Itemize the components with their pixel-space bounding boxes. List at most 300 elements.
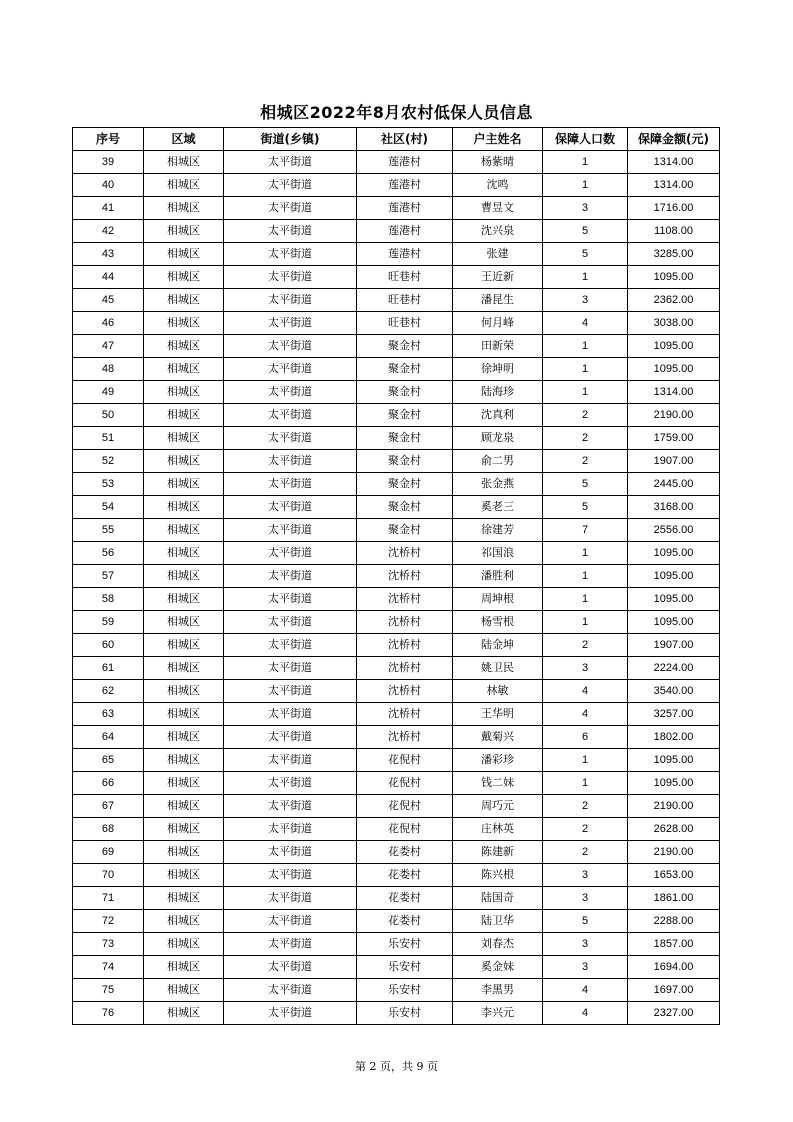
cell-street: 太平街道 (224, 243, 357, 266)
cell-amount: 1694.00 (628, 956, 720, 979)
cell-amount: 2190.00 (628, 841, 720, 864)
cell-seq: 53 (73, 473, 144, 496)
cell-amount: 3540.00 (628, 680, 720, 703)
cell-street: 太平街道 (224, 496, 357, 519)
cell-community: 花倪村 (357, 818, 453, 841)
cell-region: 相城区 (144, 266, 224, 289)
cell-amount: 3257.00 (628, 703, 720, 726)
cell-seq: 56 (73, 542, 144, 565)
cell-people-count: 2 (543, 795, 628, 818)
cell-people-count: 1 (543, 588, 628, 611)
cell-seq: 75 (73, 979, 144, 1002)
cell-amount: 1802.00 (628, 726, 720, 749)
cell-community: 沈桥村 (357, 542, 453, 565)
table-row (73, 634, 720, 657)
page-footer: 第 2 页，共 9 页 (355, 1060, 438, 1073)
cell-people-count: 1 (543, 611, 628, 634)
cell-seq: 73 (73, 933, 144, 956)
cell-amount: 2288.00 (628, 910, 720, 933)
table-row (73, 818, 720, 841)
cell-people-count: 5 (543, 473, 628, 496)
cell-region: 相城区 (144, 634, 224, 657)
cell-householder: 陆国奇 (453, 887, 543, 910)
cell-amount: 1095.00 (628, 749, 720, 772)
table-row (73, 381, 720, 404)
cell-region: 相城区 (144, 358, 224, 381)
cell-community: 沈桥村 (357, 726, 453, 749)
cell-amount: 1095.00 (628, 611, 720, 634)
table-row (73, 772, 720, 795)
cell-people-count: 3 (543, 864, 628, 887)
cell-street: 太平街道 (224, 358, 357, 381)
cell-amount: 1907.00 (628, 450, 720, 473)
cell-street: 太平街道 (224, 933, 357, 956)
cell-region: 相城区 (144, 289, 224, 312)
cell-region: 相城区 (144, 1002, 224, 1025)
cell-people-count: 1 (543, 542, 628, 565)
cell-householder: 戴菊兴 (453, 726, 543, 749)
cell-seq: 69 (73, 841, 144, 864)
cell-seq: 71 (73, 887, 144, 910)
cell-people-count: 5 (543, 243, 628, 266)
cell-people-count: 3 (543, 933, 628, 956)
cell-amount: 1314.00 (628, 151, 720, 174)
cell-street: 太平街道 (224, 266, 357, 289)
cell-street: 太平街道 (224, 565, 357, 588)
cell-seq: 50 (73, 404, 144, 427)
table-row (73, 335, 720, 358)
cell-seq: 61 (73, 657, 144, 680)
cell-householder: 李黑男 (453, 979, 543, 1002)
cell-amount: 1759.00 (628, 427, 720, 450)
cell-street: 太平街道 (224, 910, 357, 933)
table-row (73, 266, 720, 289)
table-row (73, 657, 720, 680)
cell-householder: 沈鸣 (453, 174, 543, 197)
cell-region: 相城区 (144, 818, 224, 841)
cell-seq: 68 (73, 818, 144, 841)
cell-community: 莲港村 (357, 197, 453, 220)
cell-region: 相城区 (144, 841, 224, 864)
cell-people-count: 2 (543, 841, 628, 864)
cell-street: 太平街道 (224, 220, 357, 243)
cell-people-count: 2 (543, 404, 628, 427)
cell-community: 聚金村 (357, 427, 453, 450)
cell-street: 太平街道 (224, 381, 357, 404)
cell-community: 聚金村 (357, 473, 453, 496)
cell-street: 太平街道 (224, 680, 357, 703)
cell-seq: 43 (73, 243, 144, 266)
cell-seq: 47 (73, 335, 144, 358)
cell-people-count: 2 (543, 818, 628, 841)
cell-seq: 55 (73, 519, 144, 542)
cell-householder: 曹昱文 (453, 197, 543, 220)
cell-community: 聚金村 (357, 358, 453, 381)
cell-region: 相城区 (144, 910, 224, 933)
cell-region: 相城区 (144, 887, 224, 910)
cell-people-count: 2 (543, 427, 628, 450)
cell-community: 旺巷村 (357, 266, 453, 289)
cell-seq: 40 (73, 174, 144, 197)
cell-region: 相城区 (144, 335, 224, 358)
cell-street: 太平街道 (224, 887, 357, 910)
cell-people-count: 3 (543, 289, 628, 312)
cell-street: 太平街道 (224, 818, 357, 841)
table-row (73, 611, 720, 634)
cell-householder: 沈兴泉 (453, 220, 543, 243)
cell-people-count: 1 (543, 565, 628, 588)
cell-people-count: 5 (543, 220, 628, 243)
table-row (73, 680, 720, 703)
cell-amount: 3285.00 (628, 243, 720, 266)
table-row (73, 588, 720, 611)
table-row (73, 956, 720, 979)
cell-people-count: 5 (543, 910, 628, 933)
cell-amount: 1697.00 (628, 979, 720, 1002)
cell-community: 沈桥村 (357, 611, 453, 634)
cell-householder: 张金燕 (453, 473, 543, 496)
cell-region: 相城区 (144, 197, 224, 220)
cell-community: 沈桥村 (357, 634, 453, 657)
welfare-table (72, 127, 720, 1025)
cell-amount: 1095.00 (628, 358, 720, 381)
table-row (73, 404, 720, 427)
cell-amount: 1314.00 (628, 381, 720, 404)
cell-amount: 1095.00 (628, 542, 720, 565)
cell-seq: 48 (73, 358, 144, 381)
cell-region: 相城区 (144, 864, 224, 887)
cell-amount: 1095.00 (628, 772, 720, 795)
cell-street: 太平街道 (224, 749, 357, 772)
cell-street: 太平街道 (224, 726, 357, 749)
cell-region: 相城区 (144, 565, 224, 588)
cell-householder: 祁国浪 (453, 542, 543, 565)
table-row (73, 151, 720, 174)
cell-region: 相城区 (144, 611, 224, 634)
table-row (73, 174, 720, 197)
cell-community: 聚金村 (357, 450, 453, 473)
cell-community: 花倪村 (357, 749, 453, 772)
cell-householder: 奚金妹 (453, 956, 543, 979)
cell-amount: 1716.00 (628, 197, 720, 220)
cell-householder: 周巧元 (453, 795, 543, 818)
cell-people-count: 1 (543, 772, 628, 795)
cell-seq: 39 (73, 151, 144, 174)
cell-community: 沈桥村 (357, 565, 453, 588)
cell-community: 聚金村 (357, 404, 453, 427)
cell-householder: 潘彩珍 (453, 749, 543, 772)
cell-seq: 57 (73, 565, 144, 588)
cell-householder: 李兴元 (453, 1002, 543, 1025)
table-row (73, 726, 720, 749)
cell-amount: 1095.00 (628, 266, 720, 289)
cell-amount: 1095.00 (628, 588, 720, 611)
cell-region: 相城区 (144, 588, 224, 611)
cell-amount: 3038.00 (628, 312, 720, 335)
cell-region: 相城区 (144, 427, 224, 450)
table-row (73, 289, 720, 312)
cell-region: 相城区 (144, 473, 224, 496)
header-amount: 保障金额(元) (628, 128, 720, 151)
cell-seq: 46 (73, 312, 144, 335)
table-row (73, 1002, 720, 1025)
cell-householder: 沈真利 (453, 404, 543, 427)
cell-region: 相城区 (144, 542, 224, 565)
cell-people-count: 4 (543, 703, 628, 726)
cell-amount: 1095.00 (628, 565, 720, 588)
cell-people-count: 2 (543, 450, 628, 473)
cell-people-count: 5 (543, 496, 628, 519)
cell-community: 聚金村 (357, 519, 453, 542)
cell-street: 太平街道 (224, 657, 357, 680)
cell-region: 相城区 (144, 749, 224, 772)
cell-region: 相城区 (144, 772, 224, 795)
cell-householder: 徐坤明 (453, 358, 543, 381)
cell-community: 花娄村 (357, 887, 453, 910)
cell-amount: 1108.00 (628, 220, 720, 243)
cell-street: 太平街道 (224, 611, 357, 634)
cell-street: 太平街道 (224, 174, 357, 197)
cell-street: 太平街道 (224, 588, 357, 611)
cell-street: 太平街道 (224, 312, 357, 335)
cell-community: 旺巷村 (357, 289, 453, 312)
cell-seq: 54 (73, 496, 144, 519)
cell-householder: 陆金坤 (453, 634, 543, 657)
cell-people-count: 4 (543, 312, 628, 335)
cell-community: 沈桥村 (357, 703, 453, 726)
cell-street: 太平街道 (224, 979, 357, 1002)
table-row (73, 220, 720, 243)
cell-people-count: 3 (543, 657, 628, 680)
cell-community: 聚金村 (357, 381, 453, 404)
cell-region: 相城区 (144, 956, 224, 979)
cell-street: 太平街道 (224, 289, 357, 312)
cell-street: 太平街道 (224, 450, 357, 473)
cell-seq: 76 (73, 1002, 144, 1025)
cell-amount: 2556.00 (628, 519, 720, 542)
header-seq: 序号 (73, 128, 144, 151)
cell-amount: 2327.00 (628, 1002, 720, 1025)
header-householder: 户主姓名 (453, 128, 543, 151)
cell-community: 花倪村 (357, 795, 453, 818)
cell-community: 花倪村 (357, 772, 453, 795)
cell-householder: 何月峰 (453, 312, 543, 335)
cell-amount: 1095.00 (628, 335, 720, 358)
cell-region: 相城区 (144, 933, 224, 956)
cell-people-count: 1 (543, 749, 628, 772)
cell-street: 太平街道 (224, 542, 357, 565)
cell-street: 太平街道 (224, 404, 357, 427)
cell-householder: 林敏 (453, 680, 543, 703)
cell-community: 沈桥村 (357, 680, 453, 703)
cell-region: 相城区 (144, 174, 224, 197)
table-row (73, 749, 720, 772)
cell-region: 相城区 (144, 243, 224, 266)
cell-householder: 奚老三 (453, 496, 543, 519)
cell-householder: 陆海珍 (453, 381, 543, 404)
cell-householder: 徐建芳 (453, 519, 543, 542)
cell-street: 太平街道 (224, 864, 357, 887)
table-row (73, 473, 720, 496)
cell-street: 太平街道 (224, 841, 357, 864)
cell-street: 太平街道 (224, 1002, 357, 1025)
cell-seq: 42 (73, 220, 144, 243)
cell-householder: 钱二妹 (453, 772, 543, 795)
cell-householder: 俞二男 (453, 450, 543, 473)
cell-householder: 王近新 (453, 266, 543, 289)
cell-amount: 2224.00 (628, 657, 720, 680)
cell-householder: 庄林英 (453, 818, 543, 841)
cell-street: 太平街道 (224, 772, 357, 795)
cell-amount: 1653.00 (628, 864, 720, 887)
table-row (73, 864, 720, 887)
cell-street: 太平街道 (224, 427, 357, 450)
table-row (73, 910, 720, 933)
table-row (73, 312, 720, 335)
cell-amount: 1314.00 (628, 174, 720, 197)
cell-seq: 59 (73, 611, 144, 634)
table-row (73, 841, 720, 864)
table-row (73, 519, 720, 542)
cell-householder: 张建 (453, 243, 543, 266)
cell-street: 太平街道 (224, 956, 357, 979)
cell-householder: 姚卫民 (453, 657, 543, 680)
cell-people-count: 2 (543, 634, 628, 657)
cell-region: 相城区 (144, 657, 224, 680)
cell-street: 太平街道 (224, 634, 357, 657)
cell-street: 太平街道 (224, 795, 357, 818)
cell-seq: 64 (73, 726, 144, 749)
header-community: 社区(村) (357, 128, 453, 151)
cell-people-count: 6 (543, 726, 628, 749)
cell-householder: 周坤根 (453, 588, 543, 611)
cell-community: 莲港村 (357, 151, 453, 174)
table-row (73, 703, 720, 726)
cell-householder: 陆卫华 (453, 910, 543, 933)
header-region: 区域 (144, 128, 224, 151)
cell-amount: 2190.00 (628, 404, 720, 427)
header-people-count: 保障人口数 (543, 128, 628, 151)
cell-seq: 52 (73, 450, 144, 473)
cell-community: 旺巷村 (357, 312, 453, 335)
cell-seq: 67 (73, 795, 144, 818)
cell-people-count: 1 (543, 266, 628, 289)
cell-community: 沈桥村 (357, 657, 453, 680)
cell-householder: 陈兴根 (453, 864, 543, 887)
header-street: 街道(乡镇) (224, 128, 357, 151)
cell-people-count: 3 (543, 197, 628, 220)
cell-community: 乐安村 (357, 956, 453, 979)
cell-people-count: 4 (543, 979, 628, 1002)
cell-community: 莲港村 (357, 220, 453, 243)
cell-region: 相城区 (144, 381, 224, 404)
cell-amount: 1907.00 (628, 634, 720, 657)
cell-people-count: 1 (543, 358, 628, 381)
cell-region: 相城区 (144, 404, 224, 427)
cell-seq: 58 (73, 588, 144, 611)
cell-seq: 51 (73, 427, 144, 450)
cell-region: 相城区 (144, 450, 224, 473)
table-row (73, 542, 720, 565)
cell-householder: 刘春杰 (453, 933, 543, 956)
cell-people-count: 1 (543, 174, 628, 197)
table-row (73, 979, 720, 1002)
cell-amount: 1861.00 (628, 887, 720, 910)
cell-region: 相城区 (144, 220, 224, 243)
cell-people-count: 1 (543, 381, 628, 404)
cell-seq: 62 (73, 680, 144, 703)
cell-seq: 49 (73, 381, 144, 404)
cell-householder: 潘昆生 (453, 289, 543, 312)
table-row (73, 427, 720, 450)
cell-community: 乐安村 (357, 933, 453, 956)
table-row (73, 450, 720, 473)
cell-community: 花娄村 (357, 864, 453, 887)
cell-community: 莲港村 (357, 174, 453, 197)
cell-region: 相城区 (144, 979, 224, 1002)
cell-street: 太平街道 (224, 151, 357, 174)
table-row (73, 358, 720, 381)
cell-seq: 60 (73, 634, 144, 657)
cell-seq: 41 (73, 197, 144, 220)
table-body (73, 151, 720, 1025)
cell-householder: 顾龙泉 (453, 427, 543, 450)
table-row (73, 243, 720, 266)
cell-region: 相城区 (144, 496, 224, 519)
cell-community: 聚金村 (357, 335, 453, 358)
cell-amount: 2628.00 (628, 818, 720, 841)
cell-people-count: 4 (543, 1002, 628, 1025)
cell-seq: 74 (73, 956, 144, 979)
cell-amount: 3168.00 (628, 496, 720, 519)
table-row (73, 887, 720, 910)
cell-region: 相城区 (144, 795, 224, 818)
table-row (73, 795, 720, 818)
cell-region: 相城区 (144, 151, 224, 174)
cell-seq: 45 (73, 289, 144, 312)
cell-seq: 70 (73, 864, 144, 887)
table-row (73, 933, 720, 956)
cell-seq: 44 (73, 266, 144, 289)
cell-seq: 65 (73, 749, 144, 772)
table-row (73, 565, 720, 588)
cell-region: 相城区 (144, 703, 224, 726)
cell-street: 太平街道 (224, 473, 357, 496)
cell-community: 花娄村 (357, 841, 453, 864)
cell-amount: 2362.00 (628, 289, 720, 312)
cell-region: 相城区 (144, 519, 224, 542)
cell-seq: 63 (73, 703, 144, 726)
cell-householder: 杨雪根 (453, 611, 543, 634)
table-header-row (73, 128, 720, 151)
cell-street: 太平街道 (224, 335, 357, 358)
cell-street: 太平街道 (224, 703, 357, 726)
cell-people-count: 3 (543, 956, 628, 979)
cell-region: 相城区 (144, 312, 224, 335)
table-row (73, 197, 720, 220)
cell-householder: 田新荣 (453, 335, 543, 358)
cell-amount: 2190.00 (628, 795, 720, 818)
cell-community: 乐安村 (357, 1002, 453, 1025)
cell-region: 相城区 (144, 680, 224, 703)
cell-region: 相城区 (144, 726, 224, 749)
cell-householder: 潘胜利 (453, 565, 543, 588)
cell-householder: 王华明 (453, 703, 543, 726)
cell-people-count: 7 (543, 519, 628, 542)
cell-people-count: 1 (543, 151, 628, 174)
cell-householder: 陈建新 (453, 841, 543, 864)
cell-people-count: 4 (543, 680, 628, 703)
